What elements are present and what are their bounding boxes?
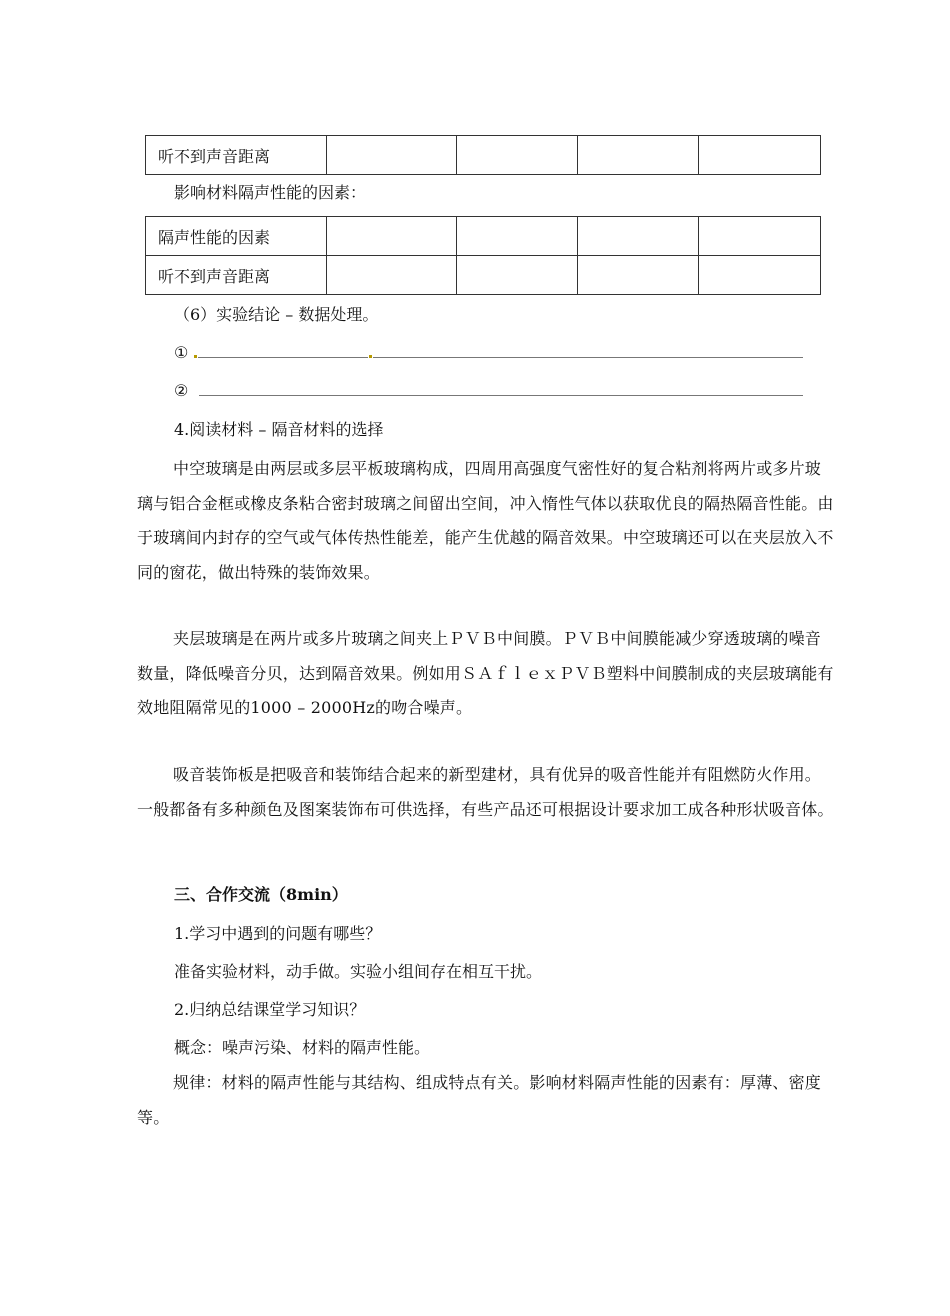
table-cell (457, 217, 577, 256)
row-label: 隔声性能的因素 (146, 217, 327, 256)
table-cell (327, 217, 457, 256)
answer-marker: ② (174, 381, 189, 400)
table-cell (327, 136, 457, 175)
table-cell (327, 256, 457, 295)
answer-line-2[interactable] (174, 381, 803, 401)
section-3-title: 三、合作交流（8min） (174, 885, 348, 904)
question-2: 2.归纳总结课堂学习知识？ (174, 1000, 366, 1019)
table-cell (457, 256, 577, 295)
table-cell (699, 217, 821, 256)
distance-table-continued (145, 135, 821, 175)
table-cell (577, 217, 699, 256)
factors-heading: 影响材料隔声性能的因素： (174, 183, 367, 202)
reading-heading: 4.阅读材料 – 隔音材料的选择 (174, 420, 384, 439)
table-row (146, 217, 821, 256)
conclusion-heading: （6）实验结论 – 数据处理。 (174, 305, 379, 324)
concept-line: 概念：噪声污染、材料的隔声性能。 (174, 1038, 431, 1057)
mark-dot (194, 355, 197, 358)
answer-marker: ① (174, 343, 189, 362)
question-1: 1.学习中遇到的问题有哪些？ (174, 924, 382, 943)
answer-blank[interactable] (373, 343, 803, 358)
table-cell (577, 136, 699, 175)
table-cell (699, 256, 821, 295)
paragraph-insulating-glass: 中空玻璃是由两层或多层平板玻璃构成，四周用高强度气密性好的复合粘剂将两片或多片玻璃与铝合金框或橡皮条粘合密封玻璃之间留出空间，冲入惰性气体以获取优良的隔热隔音性能。由于玻璃间内封存的空气或气体传热性能差，能产生优越的隔音效果。中空玻璃还可以在夹层放入不同的窗花，做出特殊的装饰效果。 (137, 459, 834, 582)
row-label: 听不到声音距离 (146, 136, 327, 175)
row-label: 听不到声音距离 (146, 256, 327, 295)
answer-line-1[interactable] (174, 343, 803, 363)
table-cell (699, 136, 821, 175)
factors-table (145, 216, 821, 295)
mark-dot (369, 355, 372, 358)
answer-blank[interactable] (198, 343, 368, 358)
answer-blank[interactable] (199, 381, 803, 396)
paragraph-laminated-glass: 夹层玻璃是在两片或多片玻璃之间夹上ＰＶＢ中间膜。ＰＶＢ中间膜能减少穿透玻璃的噪音数量，降低噪音分贝，达到隔音效果。例如用ＳＡｆｌｅｘＰＶＢ塑料中间膜制成的夹层玻璃能有效地阻隔常见的1000 – 2000Hz的吻合噪声。 (137, 629, 834, 717)
table-cell (457, 136, 577, 175)
table-cell (577, 256, 699, 295)
table-row (146, 256, 821, 295)
answer-1: 准备实验材料，动手做。实验小组间存在相互干扰。 (174, 962, 543, 981)
paragraph-acoustic-panel: 吸音装饰板是把吸音和装饰结合起来的新型建材，具有优异的吸音性能并有阻燃防火作用。一般都备有多种颜色及图案装饰布可供选择，有些产品还可根据设计要求加工成各种形状吸音体。 (137, 765, 834, 819)
rule-paragraph: 规律：材料的隔声性能与其结构、组成特点有关。影响材料隔声性能的因素有：厚薄、密度等。 (137, 1073, 822, 1127)
table-row (146, 136, 821, 175)
